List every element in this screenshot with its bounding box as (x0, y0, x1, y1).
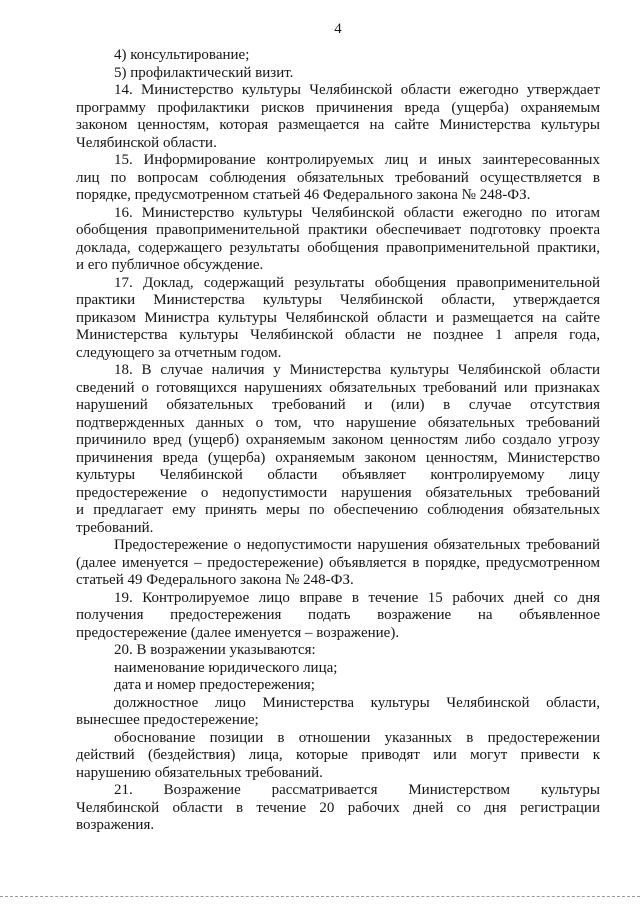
paragraph (76, 537, 600, 590)
paragraph (76, 677, 600, 695)
text-line: и его публичное обсуждение. (76, 257, 264, 273)
paragraph (76, 590, 600, 643)
text-line: нарушению обязательных требований. (76, 764, 323, 781)
text-line: законом ценностям, которая размещается на сайте Министерства культуры (76, 117, 600, 133)
text-line: предостережение (далее именуется – возражение). (76, 624, 400, 641)
paragraph (76, 82, 600, 152)
text-line: причинения вреда (ущерба) охраняемым законом ценностям, Министерство (76, 449, 600, 466)
text-line: следующего за отчетным годом. (76, 344, 282, 361)
text-line: 15. Информирование контролируемых лиц и иных заинтересованных (114, 152, 600, 168)
paragraph (76, 730, 600, 783)
paragraph (76, 782, 600, 835)
text-line: нарушений обязательных требований и (или) в случае отсутствия (76, 397, 600, 413)
text-line: должностное лицо Министерства культуры Челябинской области, (114, 694, 600, 711)
text-line: 16. Министерство культуры Челябинской области ежегодно по итогам (114, 204, 600, 221)
paragraph (76, 642, 600, 660)
text-line: 19. Контролируемое лицо вправе в течение 15 рабочих дней со дня (114, 589, 600, 606)
text-line: наименование юридического лица; (114, 659, 338, 676)
text-line: Челябинской области в течение 20 рабочих дней со дня регистрации (76, 799, 600, 816)
text-line: подтвержденных данных о том, что нарушение обязательных требований (76, 414, 600, 431)
text-line: сведений о готовящихся нарушениях обязательных требований или признаках (76, 379, 600, 396)
text-line: программу профилактики рисков причинения вреда (ущерба) охраняемым (76, 99, 600, 116)
text-line: 20. В возражении указываются: (114, 642, 316, 658)
text-line: требований. (76, 519, 154, 536)
text-line: 5) профилактический визит. (114, 64, 294, 81)
paragraph (76, 65, 600, 83)
text-line: лиц по вопросам соблюдения обязательных требований осуществляется в (76, 169, 600, 186)
text-line: Министерства культуры Челябинской области не позднее 1 апреля года, (76, 327, 600, 343)
text-line: и предлагает ему принять меры по обеспечению соблюдения обязательных (76, 502, 600, 518)
text-line: обобщения правоприменительной практики обеспечивает подготовку проекта (76, 222, 600, 238)
text-line: порядке, предусмотренном статьей 46 Федерального закона № 248-ФЗ. (76, 187, 531, 203)
text-line: 18. В случае наличия у Министерства культуры Челябинской области (114, 362, 600, 378)
text-line: 4) консультирование; (114, 47, 250, 63)
paragraph (76, 205, 600, 275)
text-line: статьей 49 Федерального закона № 248-ФЗ. (76, 572, 354, 588)
text-line: действий (бездействия) лица, которые приводят или могут привести к (76, 747, 600, 763)
text-line: дата и номер предостережения; (114, 677, 315, 693)
text-line: приказом Министра культуры Челябинской области и размещается на сайте (76, 309, 600, 326)
document-body (76, 47, 600, 835)
text-line: вынесшее предостережение; (76, 712, 259, 728)
paragraph (76, 695, 600, 730)
text-line: обоснование позиции в отношении указанных в предостережении (114, 729, 600, 746)
paragraph (76, 362, 600, 537)
text-line: 17. Доклад, содержащий результаты обобщения правоприменительной (114, 274, 600, 291)
paragraph (76, 660, 600, 678)
scan-edge-line (0, 896, 640, 897)
text-line: (далее именуется – предостережение) объявляется в порядке, предусмотренном (76, 554, 600, 571)
text-line: культуры Челябинской области объявляет контролируемому лицу (76, 467, 600, 483)
text-line: Челябинской области. (76, 134, 217, 151)
text-line: практики Министерства культуры Челябинской области, утверждается (76, 292, 600, 308)
text-line: Предостережение о недопустимости нарушения обязательных требований (114, 537, 600, 553)
text-line: 21. Возражение рассматривается Министерством культуры (114, 782, 600, 798)
text-line: предостережение о недопустимости нарушения обязательных требований (76, 484, 600, 501)
text-line: доклада, содержащего результаты обобщения правоприменительной практики, (76, 239, 600, 256)
text-line: 14. Министерство культуры Челябинской области ежегодно утверждает (114, 82, 600, 98)
text-line: причинило вред (ущерб) охраняемым законом ценностям либо создало угрозу (76, 432, 600, 448)
paragraph (76, 275, 600, 363)
paragraph (76, 152, 600, 205)
paragraph (76, 47, 600, 65)
text-line: получения предостережения подать возражение на объявленное (76, 607, 600, 623)
page-number: 4 (334, 21, 342, 37)
text-line: возражения. (76, 817, 155, 833)
